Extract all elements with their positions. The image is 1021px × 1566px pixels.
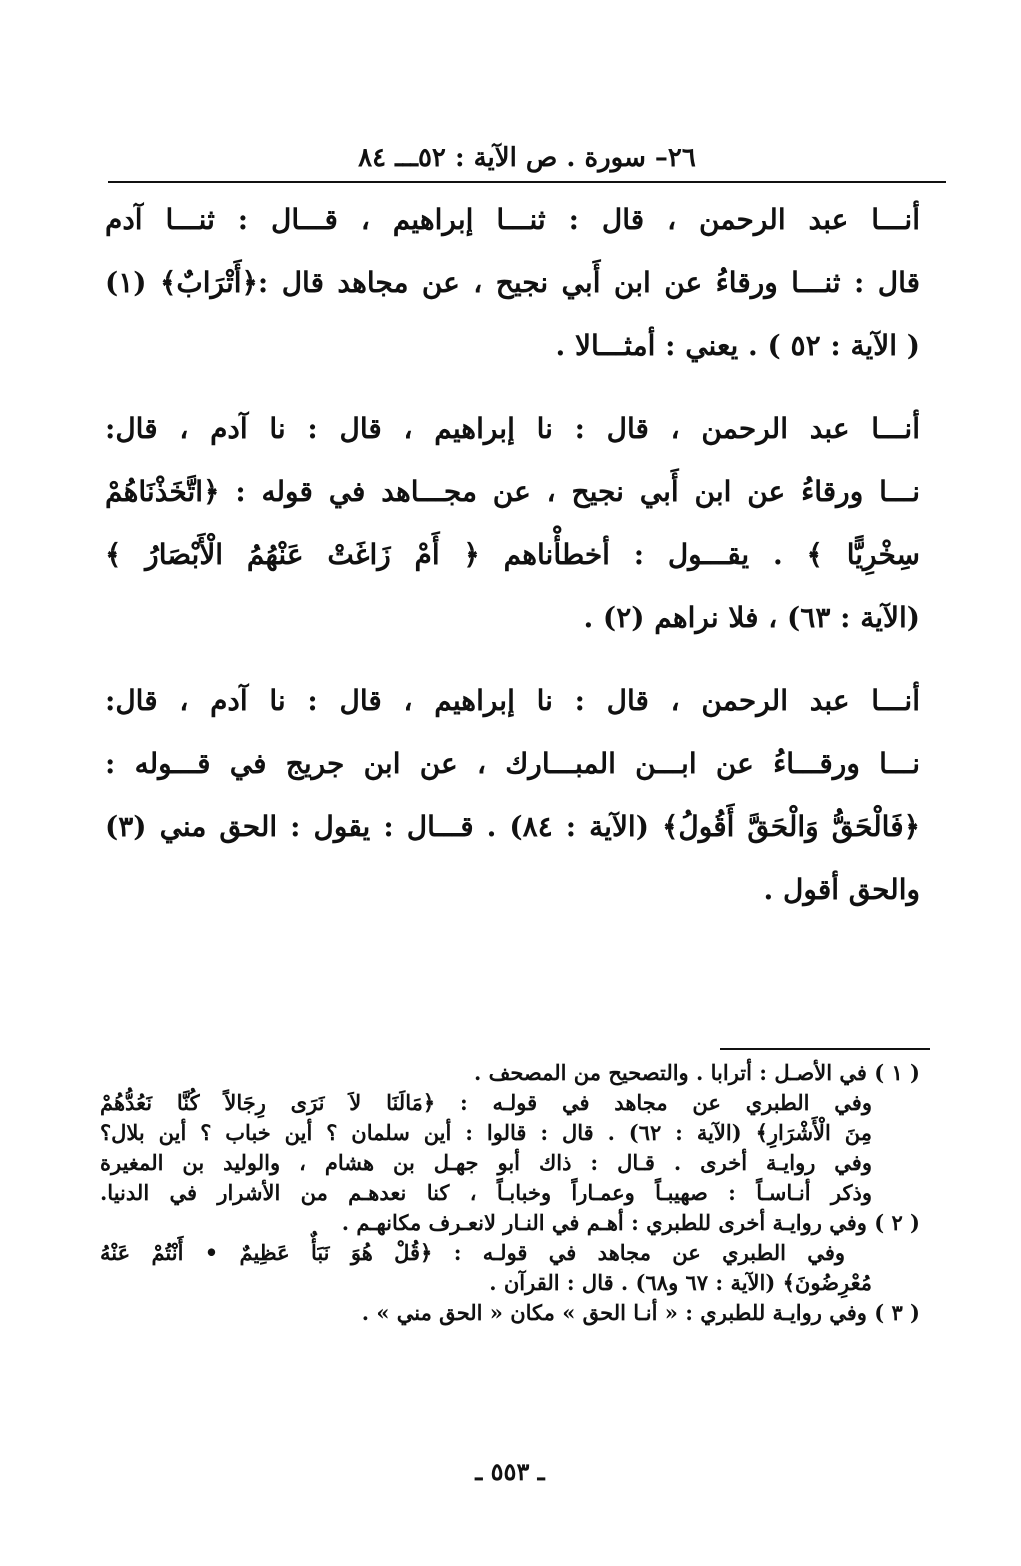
page-number: ـ ٥٥٣ ـ <box>475 1457 545 1486</box>
text-line: نـــا ورقـــاءُ عن ابـــن المبـــارك ، عن ابن جريج في قـــوله : <box>105 747 920 780</box>
text-line: ( الآية : ٥٢ ) . يعني : أمثـــالا . <box>555 329 920 362</box>
text-line: أنـــا عبد الرحمن ، قال : نا إبراهيم ، قال : نا آدم ، قال: <box>105 684 921 717</box>
header-rule <box>108 181 946 183</box>
paragraph-3 <box>105 669 920 921</box>
paragraph-2 <box>105 397 920 649</box>
text-line: سِخْرِيًّا ﴾ . يقـــول : أخطأْناهم ﴿ أَمْ زَاغَتْ عَنْهُمُ الْأَبْصَارُ ﴾ <box>105 538 920 571</box>
footnote-line: وفي روايـة أخرى . قـال : ذاك أبو جهـل بن هشام ، والوليد بن المغيرة <box>100 1150 872 1175</box>
text-line: (الآية : ٦٣) ، فلا نراهم (٢) . <box>583 601 920 634</box>
footnote-line: وذكر أنـاسـاً : صهيبـاً وعمـاراً وخبابـاً ، كنا نعدهـم من الأشرار في الدنيا. <box>100 1180 872 1205</box>
footnote-line: ( ١ ) في الأصـل : أترابا . والتصحيح من المصحف . <box>473 1060 920 1085</box>
text-line: والحق أقول . <box>763 873 920 906</box>
text-line: أنـــا عبد الرحمن ، قال : نا إبراهيم ، قال : نا آدم ، قال: <box>105 412 921 445</box>
text-line: ﴿فَالْحَقُّ وَالْحَقَّ أَقُولُ﴾ (الآية : ٨٤) . قـــال : يقول : الحق مني (٣) <box>105 810 920 843</box>
footnote-line: مِنَ الْأَشْرَارِ﴾ (الآية : ٦٢) . قال : قالوا : أين سلمان ؟ أين خباب ؟ أين بلال؟ <box>100 1120 872 1145</box>
text-line: قال : ثنـــا ورقاءُ عن ابن أَبي نجيح ، عن مجاهد قال :﴿أَتْرَابٌ﴾ (١) <box>105 266 920 299</box>
footnote-line: وفي الطبري عن مجاهد في قولـه : ﴿قُلْ هُوَ نَبَأٌ عَظِيمٌ • أَنْتُمْ عَنْهُ <box>100 1240 845 1265</box>
paragraph-1 <box>105 188 920 377</box>
footnote-rule <box>720 1048 930 1050</box>
running-header: ٢٦– سورة . ص الآية : ٥٢ـــ ٨٤ <box>358 143 696 173</box>
footnotes <box>100 1058 920 1328</box>
footnote-line: ( ٣ ) وفي روايـة للطبري : « أنـا الحق » مكان « الحق مني » . <box>361 1300 920 1325</box>
footnote-line: مُعْرِضُونَ﴾ (الآية : ٦٧ و٦٨) . قال : القرآن . <box>489 1270 872 1295</box>
text-line: نـــا ورقاءُ عن ابن أَبي نجيح ، عن مجـــاهد في قوله : ﴿اتَّخَذْنَاهُمْ <box>105 475 920 508</box>
footnote-line: وفي الطبري عن مجاهد في قولـه : ﴿مَالَنَا لاَ نَرَى رِجَالاً كُنَّا نَعُدُّهُمْ <box>100 1090 872 1115</box>
main-text <box>105 188 920 941</box>
footnote-line: ( ٢ ) وفي روايـة أخرى للطبري : أهـم في النـار لانعـرف مكانهـم . <box>341 1210 920 1235</box>
text-line: أنـــا عبد الرحمن ، قال : ثنـــا إبراهيم ، قـــال : ثنـــا آدم <box>105 203 920 236</box>
